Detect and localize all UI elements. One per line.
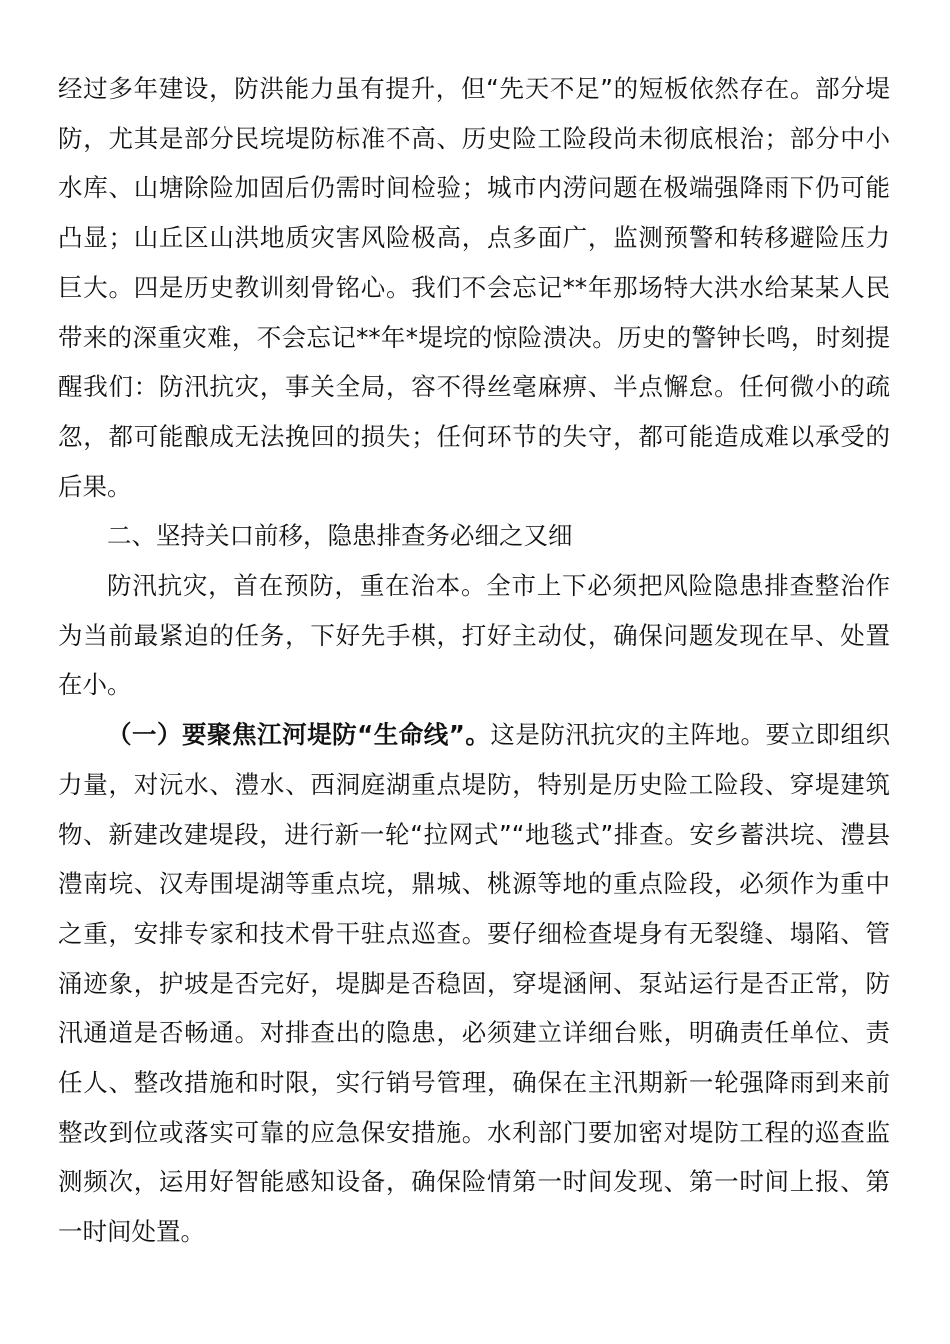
section-heading-2: 二、坚持关口前移，隐患排查务必细之又细 [107,521,573,551]
subsection-1-lead: （一）要聚焦江河堤防“生命线”。 [107,720,491,750]
subsection-1-text: 这是防汛抗灾的主阵地。要立即组织力量，对沅水、澧水、西洞庭湖重点堤防，特别是历史险工险段、穿堤建筑物、新建改建堤段，进行新一轮“拉网式”“地毯式”排查。安乡蓄洪垸、澧县澧南垸、汉寿围堤湖等重点垸，鼎城、桃源等地的重点险段，必须作为重中之重，安排专家和技术骨干驻点巡查。要仔细检查堤身有无裂缝、塌陷、管涌迹象，护坡是否完好，堤脚是否稳固，穿堤涵闸、泵站运行是否正常，防汛通道是否畅通。对排查出的隐患，必须建立详细台账，明确责任单位、责任人、整改措施和时限，实行销号管理，确保在主汛期新一轮强降雨到来前整改到位或落实可靠的应急保安措施。水利部门要加密对堤防工程的巡查监测频次，运用好智能感知设备，确保险情第一时间发现、第一时间上报、第一时间处置。 [58,720,891,1247]
paragraph-prevention: 防汛抗灾，首在预防，重在治本。全市上下必须把风险隐患排查整治作为当前最紧迫的任务，下好先手棋，打好主动仗，确保问题发现在早、处置在小。 [58,571,890,700]
paragraph-continuation: 经过多年建设，防洪能力虽有提升，但“先天不足”的短板依然存在。部分堤防，尤其是部分民垸堤防标准不高、历史险工险段尚未彻底根治；部分中小水库、山塘除险加固后仍需时间检验；城市内涝问题在极端强降雨下仍可能凸显；山丘区山洪地质灾害风险极高，点多面广，监测预警和转移避险压力巨大。四是历史教训刻骨铭心。我们不会忘记**年那场特大洪水给某某人民带来的深重灾难，不会忘记**年*堤垸的惊险溃决。历史的警钟长鸣，时刻提醒我们：防汛抗灾，事关全局，容不得丝毫麻痹、半点懈怠。任何微小的疏忽，都可能酿成无法挽回的损失；任何环节的失守，都可能造成难以承受的后果。 [58,74,890,501]
paragraph-subsection-1 [58,710,890,1257]
document-body [58,64,890,1257]
